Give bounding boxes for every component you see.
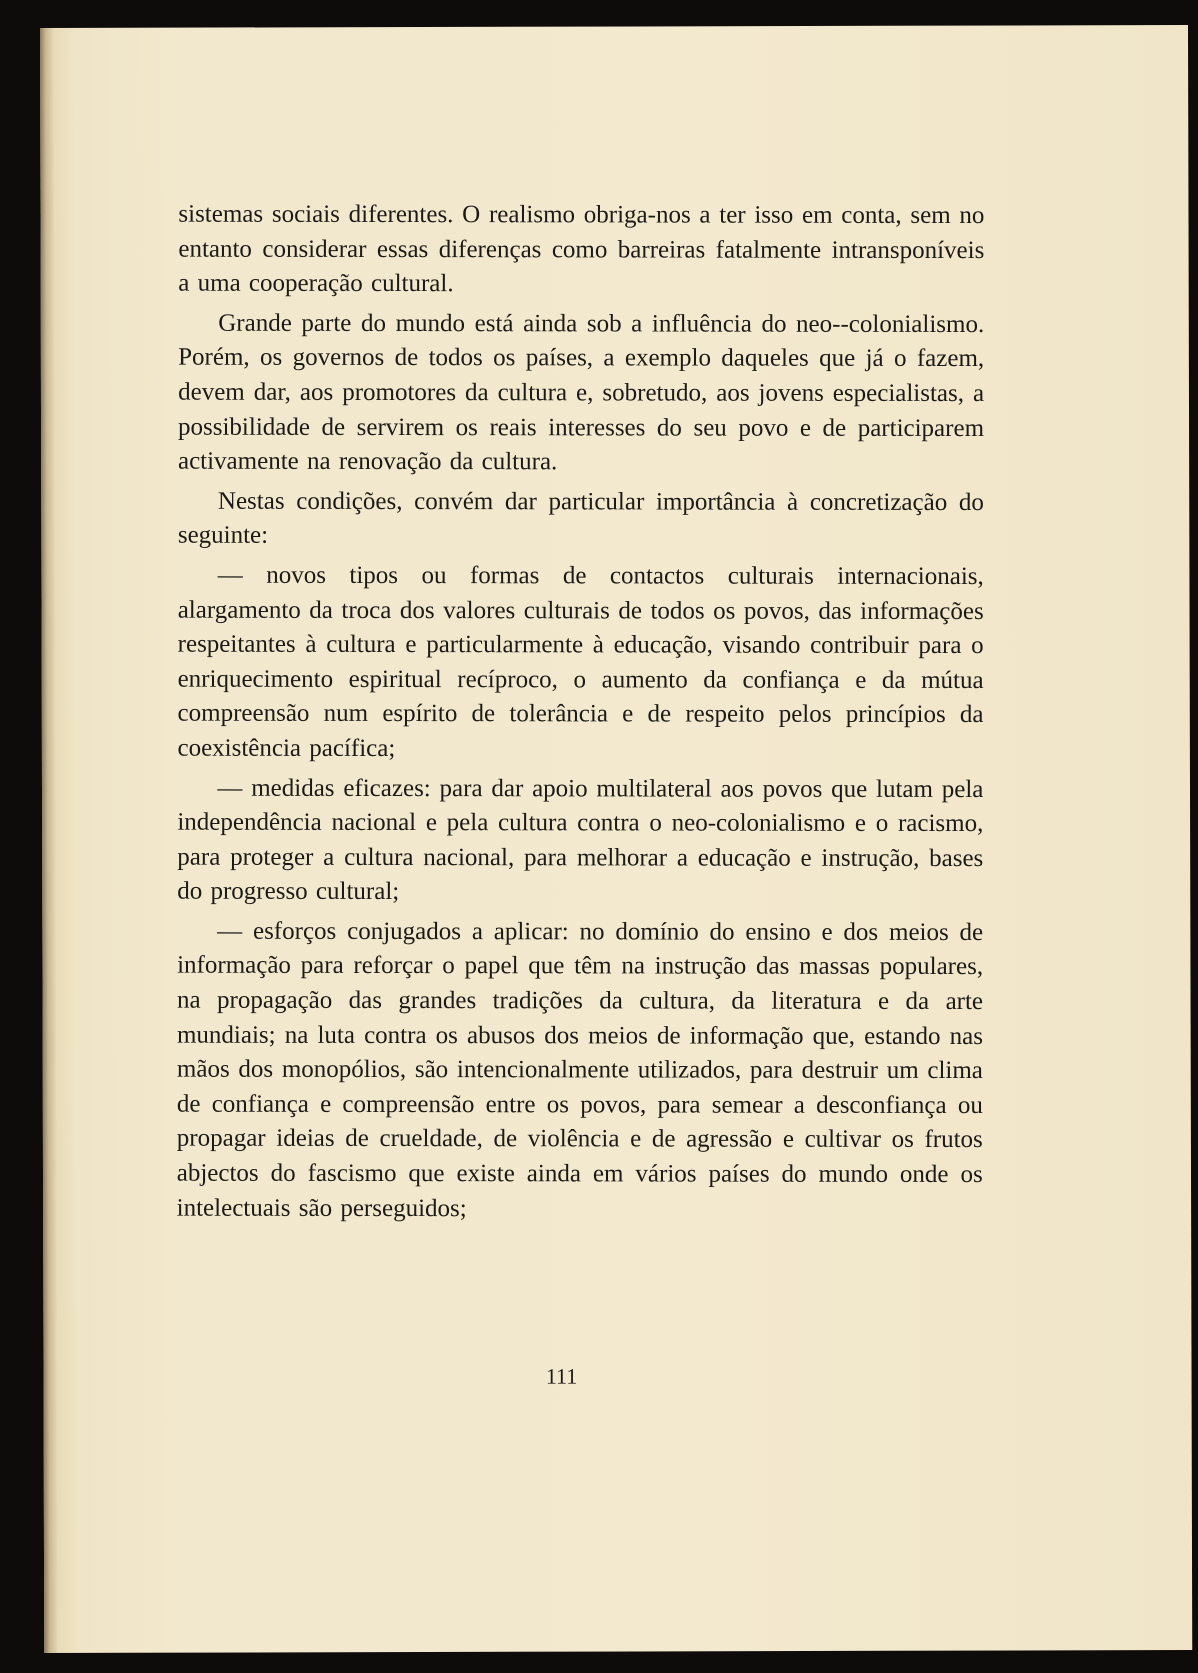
book-page [40,25,1192,1653]
page-number: 111 [545,1363,578,1389]
paragraph-conditions: Nestas condições, convém dar particular importância à concretização do seguinte: [177,487,984,550]
list-item-joint-efforts: — esforços conjugados a aplicar: no domínio do ensino e dos meios de informação para reforçar o papel que têm na instrução das massas populares, na propagação das grandes tradições da cultura, da literatura e da arte mundiais; na luta contra os abusos dos meios de informação que, estando nas mãos dos monopólios, são intencionalmente utilizados, para destruir um clima de confiança e compreensão entre os povos, para semear a desconfiança ou propagar ideias de crueldade, de violência e de agressão e cultivar os frutos abjectos do fascismo que existe ainda em vários países do mundo onde os intelectuais são perseguidos; [176,917,984,1222]
list-item-cultural-contacts: — novos tipos ou formas de contactos culturais internacionais, alargamento da troca dos valores culturais de todos os povos, das informações respeitantes à cultura e particularmente à educação, visando contribuir para o enriquecimento espiritual recíproco, o aumento da confiança e da mútua compreensão num espírito de tolerância e de respeito pelos princípios da coexistência pacífica; [177,561,984,762]
paragraph-continuation: sistemas sociais diferentes. O realismo obriga-nos a ter isso em conta, sem no entanto considerar essas diferenças como barreiras fatalmente intransponíveis a uma cooperação cultural. [178,200,985,298]
binding-gutter [40,28,58,1653]
list-item-effective-measures: — medidas eficazes: para dar apoio multilateral aos povos que lutam pela independência nacional e pela cultura contra o neo-colonialismo e o racismo, para proteger a cultura nacional, para melhorar a educação e instrução, bases do progresso cultural; [177,774,984,906]
paragraph-neo-colonialism: Grande parte do mundo está ainda sob a influência do neo--colonialismo. Porém, os governos de todos os países, a exemplo daqueles que já o fazem, devem dar, aos promotores da cultura e, sobretudo, aos jovens especialistas, a possibilidade de servirem os reais interesses do seu povo e de participarem activamente na renovação da cultura. [177,309,985,476]
body-text [177,198,985,1233]
